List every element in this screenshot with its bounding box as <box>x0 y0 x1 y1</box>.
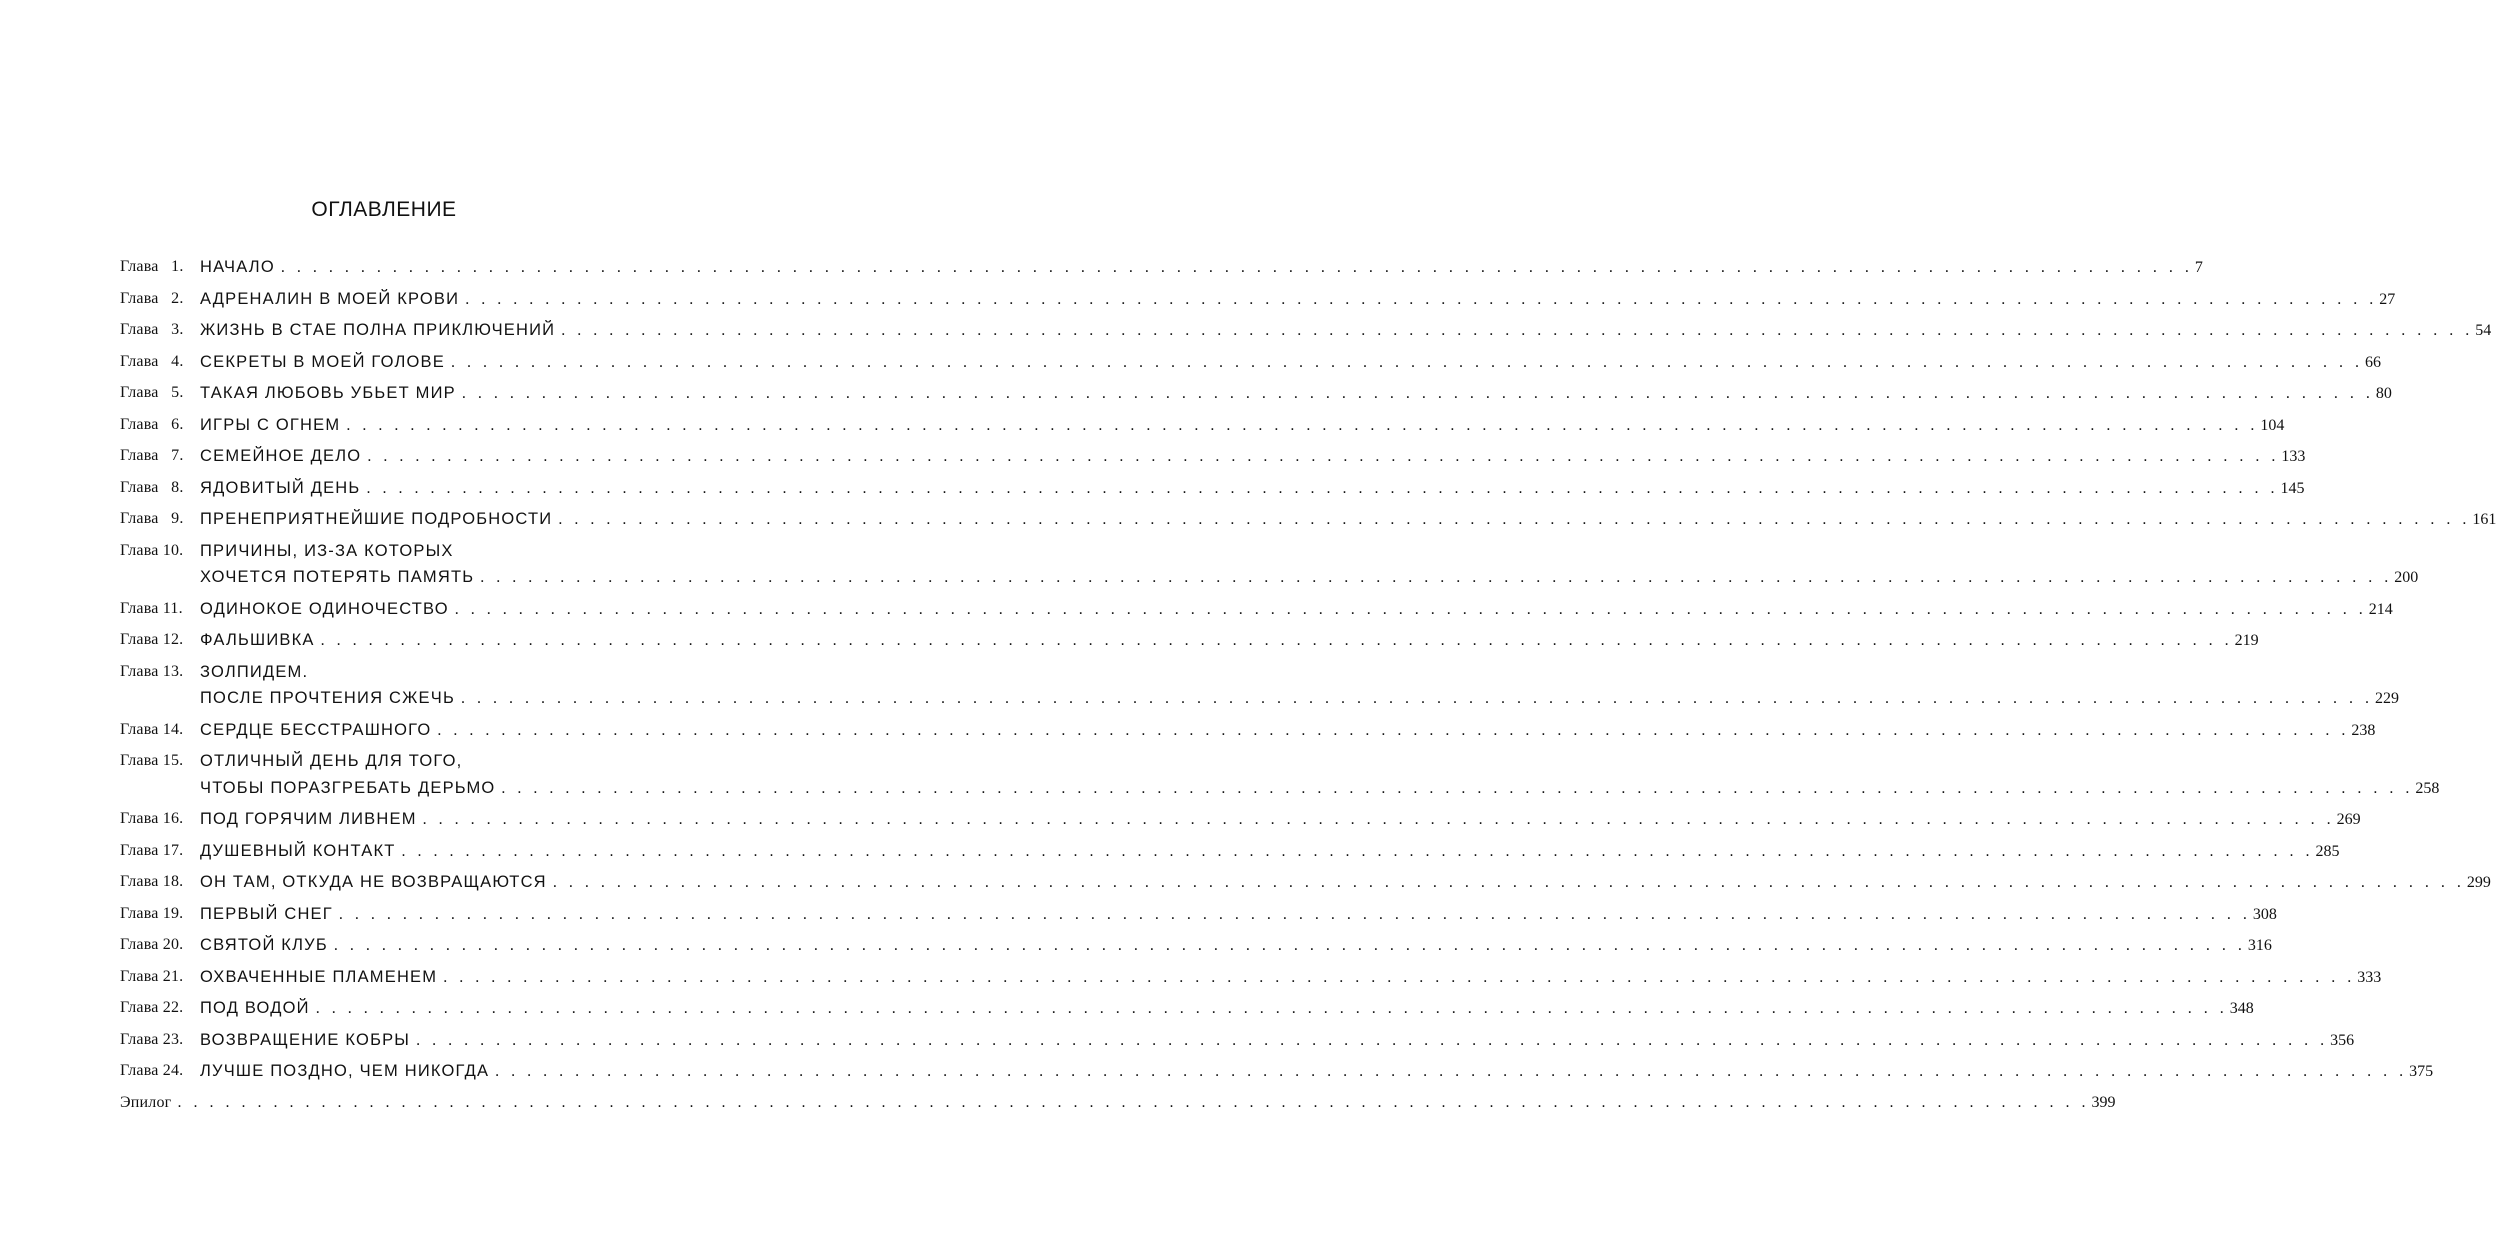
dot-leader: . . . . . . . . . . . . . . . . . . . . . . . . . . . . . . . . . . . . . . . . . . . . . . . . . . . . . . . . . . . . . . . . . . . . . . . . . . . . . . . . . . . . . . . . . . . . . . . . . . . . . . . . . . . . . . . . . . . . . . . . <box>366 479 2279 497</box>
toc-entry <box>120 932 2272 959</box>
chapter-number: Глава 10. <box>120 541 184 559</box>
chapter-title: ПОД ГОРЯЧИМ ЛИВНЕМ <box>200 810 417 828</box>
chapter-title: ПРИЧИНЫ, ИЗ-ЗА КОТОРЫХ <box>200 541 454 560</box>
dot-leader: . . . . . . . . . . . . . . . . . . . . . . . . . . . . . . . . . . . . . . . . . . . . . . . . . . . . . . . . . . . . . . . . . . . . . . . . . . . . . . . . . . . . . . . . . . . . . . . . . . . . . . . . . . . . . . . . . . . . . . . . <box>561 322 2474 339</box>
dot-leader: . . . . . . . . . . . . . . . . . . . . . . . . . . . . . . . . . . . . . . . . . . . . . . . . . . . . . . . . . . . . . . . . . . . . . . . . . . . . . . . . . . . . . . . . . . . . . . . . . . . . . . . . . . . . . . . . . . . . . . . . <box>454 600 2367 618</box>
chapter-title: ФАЛЬШИВКА <box>200 631 315 649</box>
chapter-number: Глава 3. <box>120 321 184 338</box>
chapter-number: Глава 6. <box>120 415 184 433</box>
chapter-title: СЕРДЦЕ БЕССТРАШНОГО <box>200 720 432 739</box>
toc-entry <box>120 380 2392 407</box>
dot-leader: . . . . . . . . . . . . . . . . . . . . . . . . . . . . . . . . . . . . . . . . . . . . . . . . . . . . . . . . . . . . . . . . . . . . . . . . . . . . . . . . . . . . . . . . . . . . . . . . . . . . . . . . . . . . . . . . . . . . . . . . <box>416 1031 2329 1049</box>
dot-leader: . . . . . . . . . . . . . . . . . . . . . . . . . . . . . . . . . . . . . . . . . . . . . . . . . . . . . . . . . . . . . . . . . . . . . . . . . . . . . . . . . . . . . . . . . . . . . . . . . . . . . . . . . . . . . . . . . . . . . . . . <box>367 448 2280 465</box>
toc-entry <box>120 506 2496 533</box>
page-number: 229 <box>2375 690 2399 707</box>
page-number: 375 <box>2409 1063 2434 1080</box>
page-number: 258 <box>2415 779 2440 797</box>
chapter-title: ЯДОВИТЫЙ ДЕНЬ <box>200 478 361 497</box>
toc-entry <box>120 964 2382 991</box>
page-number: 66 <box>2364 353 2381 371</box>
toc-entry <box>120 901 2277 928</box>
dot-leader: . . . . . . . . . . . . . . . . . . . . . . . . . . . . . . . . . . . . . . . . . . . . . . . . . . . . . . . . . . . . . . . . . . . . . . . . . . . . . . . . . . . . . . . . . . . . . . . . . . . . . . . . . . . . . . . . . . . . . . . . <box>422 811 2335 828</box>
chapter-title: ХОЧЕТСЯ ПОТЕРЯТЬ ПАМЯТЬ <box>200 568 475 586</box>
chapter-title: ЗОЛПИДЕМ. <box>200 662 309 681</box>
toc-entry <box>120 596 2393 623</box>
dot-leader: . . . . . . . . . . . . . . . . . . . . . . . . . . . . . . . . . . . . . . . . . . . . . . . . . . . . . . . . . . . . . . . . . . . . . . . . . . . . . . . . . . . . . . . . . . . . . . . . . . . . . . . . . . . . . . . . . . . . . . . . <box>461 385 2374 402</box>
page-number: 133 <box>2281 448 2306 465</box>
chapter-number: Глава 5. <box>120 384 184 401</box>
chapter-number: Глава 7. <box>120 447 184 464</box>
chapter-number: Глава 12. <box>120 631 184 648</box>
toc-entry <box>120 838 2340 865</box>
toc-entry <box>120 717 2376 744</box>
dot-leader: . . . . . . . . . . . . . . . . . . . . . . . . . . . . . . . . . . . . . . . . . . . . . . . . . . . . . . . . . . . . . . . . . . . . . . . . . . . . . . . . . . . . . . . . . . . . . . . . . . . . . . . . . . . . . . . . . . . . . . . . <box>443 968 2356 986</box>
page-number: 27 <box>2379 290 2396 308</box>
chapter-number: Глава 19. <box>120 904 184 922</box>
toc-entry <box>120 995 2254 1022</box>
chapter-title: ПОД ВОДОЙ <box>200 999 310 1017</box>
dot-leader: . . . . . . . . . . . . . . . . . . . . . . . . . . . . . . . . . . . . . . . . . . . . . . . . . . . . . . . . . . . . . . . . . . . . . . . . . . . . . . . . . . . . . . . . . . . . . . . . . . . . . . . . . . . . . . . . . . . . . . . . <box>501 779 2414 797</box>
page-number: 299 <box>2466 874 2491 891</box>
toc-entry <box>120 286 2396 313</box>
chapter-title: АДРЕНАЛИН В МОЕЙ КРОВИ <box>200 289 460 308</box>
chapter-number: Глава 22. <box>120 999 184 1016</box>
page-number: 399 <box>2091 1093 2116 1111</box>
chapter-title: НАЧАЛО <box>200 258 275 276</box>
chapter-number: Глава 13. <box>120 662 184 680</box>
chapter-number: Глава 24. <box>120 1062 184 1079</box>
chapter-number: Глава 20. <box>120 936 184 953</box>
chapter-number: Глава 9. <box>120 510 184 527</box>
dot-leader: . . . . . . . . . . . . . . . . . . . . . . . . . . . . . . . . . . . . . . . . . . . . . . . . . . . . . . . . . . . . . . . . . . . . . . . . . . . . . . . . . . . . . . . . . . . . . . . . . . . . . . . . . . . . . . . . . . . . . . . . <box>280 259 2193 276</box>
page-number: 308 <box>2252 905 2277 923</box>
toc-entry <box>120 538 2419 591</box>
chapter-title: ПРЕНЕПРИЯТНЕЙШИЕ ПОДРОБНОСТИ <box>200 510 553 528</box>
dot-leader: . . . . . . . . . . . . . . . . . . . . . . . . . . . . . . . . . . . . . . . . . . . . . . . . . . . . . . . . . . . . . . . . . . . . . . . . . . . . . . . . . . . . . . . . . . . . . . . . . . . . . . . . . . . . . . . . . . . . . . . . <box>315 1000 2228 1017</box>
chapter-title: СЕМЕЙНОЕ ДЕЛО <box>200 447 362 465</box>
table-of-contents <box>120 254 2496 1116</box>
toc-entry <box>120 748 2440 801</box>
dot-leader: . . . . . . . . . . . . . . . . . . . . . . . . . . . . . . . . . . . . . . . . . . . . . . . . . . . . . . . . . . . . . . . . . . . . . . . . . . . . . . . . . . . . . . . . . . . . . . . . . . . . . . . . . . . . . . . . . . . . . . . . <box>465 290 2378 308</box>
chapter-title: ЛУЧШЕ ПОЗДНО, ЧЕМ НИКОГДА <box>200 1062 490 1080</box>
page-number: 333 <box>2357 968 2382 986</box>
dot-leader: . . . . . . . . . . . . . . . . . . . . . . . . . . . . . . . . . . . . . . . . . . . . . . . . . . . . . . . . . . . . . . . . . . . . . . . . . . . . . . . . . . . . . . . . . . . . . . . . . . . . . . . . . . . . . . . . . . . . . . . . <box>480 569 2393 586</box>
chapter-title: ЖИЗНЬ В СТАЕ ПОЛНА ПРИКЛЮЧЕНИЙ <box>200 321 556 339</box>
chapter-title: ОДИНОКОЕ ОДИНОЧЕСТВО <box>200 599 449 618</box>
page-number: 54 <box>2475 322 2492 339</box>
toc-entry <box>120 349 2381 376</box>
dot-leader: . . . . . . . . . . . . . . . . . . . . . . . . . . . . . . . . . . . . . . . . . . . . . . . . . . . . . . . . . . . . . . . . . . . . . . . . . . . . . . . . . . . . . . . . . . . . . . . . . . . . . . . . . . . . . . . . . . . . . . . . <box>495 1063 2408 1080</box>
toc-entry <box>120 869 2491 896</box>
chapter-number: Глава 14. <box>120 720 184 738</box>
page-number: 214 <box>2368 600 2393 618</box>
chapter-title: СВЯТОЙ КЛУБ <box>200 936 328 954</box>
chapter-number: Глава 11. <box>120 599 183 617</box>
toc-entry <box>120 1027 2355 1054</box>
chapter-title: ПЕРВЫЙ СНЕГ <box>200 904 333 923</box>
chapter-number: Глава 4. <box>120 352 184 370</box>
chapter-title: ДУШЕВНЫЙ КОНТАКТ <box>200 841 396 860</box>
page-number: 145 <box>2280 479 2305 497</box>
page-number: 161 <box>2472 511 2496 528</box>
chapter-number: Глава 16. <box>120 810 184 827</box>
chapter-title: ТАКАЯ ЛЮБОВЬ УБЬЕТ МИР <box>200 384 456 402</box>
dot-leader: . . . . . . . . . . . . . . . . . . . . . . . . . . . . . . . . . . . . . . . . . . . . . . . . . . . . . . . . . . . . . . . . . . . . . . . . . . . . . . . . . . . . . . . . . . . . . . . . . . . . . . . . . . . . . . . . . . . . . . . . <box>177 1093 2090 1111</box>
dot-leader: . . . . . . . . . . . . . . . . . . . . . . . . . . . . . . . . . . . . . . . . . . . . . . . . . . . . . . . . . . . . . . . . . . . . . . . . . . . . . . . . . . . . . . . . . . . . . . . . . . . . . . . . . . . . . . . . . . . . . . . . <box>333 937 2246 954</box>
dot-leader: . . . . . . . . . . . . . . . . . . . . . . . . . . . . . . . . . . . . . . . . . . . . . . . . . . . . . . . . . . . . . . . . . . . . . . . . . . . . . . . . . . . . . . . . . . . . . . . . . . . . . . . . . . . . . . . . . . . . . . . . <box>552 874 2465 891</box>
chapter-title: Эпилог <box>120 1093 172 1111</box>
page-number: 200 <box>2394 569 2419 586</box>
chapter-title: СЕКРЕТЫ В МОЕЙ ГОЛОВЕ <box>200 352 445 371</box>
toc-entry <box>120 317 2492 344</box>
toc-entry <box>120 1090 2116 1117</box>
dot-leader: . . . . . . . . . . . . . . . . . . . . . . . . . . . . . . . . . . . . . . . . . . . . . . . . . . . . . . . . . . . . . . . . . . . . . . . . . . . . . . . . . . . . . . . . . . . . . . . . . . . . . . . . . . . . . . . . . . . . . . . . <box>320 632 2233 649</box>
chapter-number: Глава 15. <box>120 752 184 769</box>
dot-leader: . . . . . . . . . . . . . . . . . . . . . . . . . . . . . . . . . . . . . . . . . . . . . . . . . . . . . . . . . . . . . . . . . . . . . . . . . . . . . . . . . . . . . . . . . . . . . . . . . . . . . . . . . . . . . . . . . . . . . . . . <box>450 353 2363 371</box>
chapter-title: ПОСЛЕ ПРОЧТЕНИЯ СЖЕЧЬ <box>200 689 455 707</box>
toc-entry <box>120 659 2399 712</box>
chapter-number: Глава 8. <box>120 478 184 496</box>
chapter-title: ОТЛИЧНЫЙ ДЕНЬ ДЛЯ ТОГО, <box>200 752 463 770</box>
chapter-title: ОН ТАМ, ОТКУДА НЕ ВОЗВРАЩАЮТСЯ <box>200 873 547 891</box>
chapter-title: ИГРЫ С ОГНЕМ <box>200 415 341 434</box>
dot-leader: . . . . . . . . . . . . . . . . . . . . . . . . . . . . . . . . . . . . . . . . . . . . . . . . . . . . . . . . . . . . . . . . . . . . . . . . . . . . . . . . . . . . . . . . . . . . . . . . . . . . . . . . . . . . . . . . . . . . . . . . <box>558 511 2471 528</box>
chapter-number: Глава 21. <box>120 967 184 985</box>
toc-entry <box>120 254 2203 281</box>
page-number: 269 <box>2336 811 2361 828</box>
chapter-number: Глава 17. <box>120 841 184 859</box>
toc-entry <box>120 806 2361 833</box>
chapter-title: ЧТОБЫ ПОРАЗГРЕБАТЬ ДЕРЬМО <box>200 778 496 797</box>
toc-entry <box>120 443 2306 470</box>
dot-leader: . . . . . . . . . . . . . . . . . . . . . . . . . . . . . . . . . . . . . . . . . . . . . . . . . . . . . . . . . . . . . . . . . . . . . . . . . . . . . . . . . . . . . . . . . . . . . . . . . . . . . . . . . . . . . . . . . . . . . . . . <box>401 842 2314 860</box>
page-title: ОГЛАВЛЕНИЕ <box>311 198 457 221</box>
chapter-title: ВОЗВРАЩЕНИЕ КОБРЫ <box>200 1030 411 1049</box>
page-number: 238 <box>2351 721 2376 739</box>
dot-leader: . . . . . . . . . . . . . . . . . . . . . . . . . . . . . . . . . . . . . . . . . . . . . . . . . . . . . . . . . . . . . . . . . . . . . . . . . . . . . . . . . . . . . . . . . . . . . . . . . . . . . . . . . . . . . . . . . . . . . . . . <box>461 690 2373 707</box>
page-number: 316 <box>2247 937 2272 954</box>
dot-leader: . . . . . . . . . . . . . . . . . . . . . . . . . . . . . . . . . . . . . . . . . . . . . . . . . . . . . . . . . . . . . . . . . . . . . . . . . . . . . . . . . . . . . . . . . . . . . . . . . . . . . . . . . . . . . . . . . . . . . . . . <box>338 905 2251 923</box>
chapter-number: Глава 2. <box>120 289 184 307</box>
toc-entry <box>120 1058 2434 1085</box>
chapter-number: Глава 1. <box>120 258 184 275</box>
dot-leader: . . . . . . . . . . . . . . . . . . . . . . . . . . . . . . . . . . . . . . . . . . . . . . . . . . . . . . . . . . . . . . . . . . . . . . . . . . . . . . . . . . . . . . . . . . . . . . . . . . . . . . . . . . . . . . . . . . . . . . . . <box>346 416 2259 434</box>
page-number: 348 <box>2229 1000 2254 1017</box>
page-number: 285 <box>2315 842 2340 860</box>
dot-leader: . . . . . . . . . . . . . . . . . . . . . . . . . . . . . . . . . . . . . . . . . . . . . . . . . . . . . . . . . . . . . . . . . . . . . . . . . . . . . . . . . . . . . . . . . . . . . . . . . . . . . . . . . . . . . . . . . . . . . . . . <box>437 721 2350 739</box>
page-number: 104 <box>2260 416 2285 434</box>
toc-entry <box>120 627 2259 654</box>
page-number: 80 <box>2375 385 2392 402</box>
page-number: 7 <box>2194 259 2203 276</box>
chapter-number: Глава 18. <box>120 873 184 890</box>
page-number: 219 <box>2234 632 2259 649</box>
toc-entry <box>120 475 2305 502</box>
page-number: 356 <box>2330 1031 2355 1049</box>
toc-entry <box>120 412 2285 439</box>
chapter-title: ОХВАЧЕННЫЕ ПЛАМЕНЕМ <box>200 967 438 986</box>
chapter-number: Глава 23. <box>120 1030 184 1048</box>
